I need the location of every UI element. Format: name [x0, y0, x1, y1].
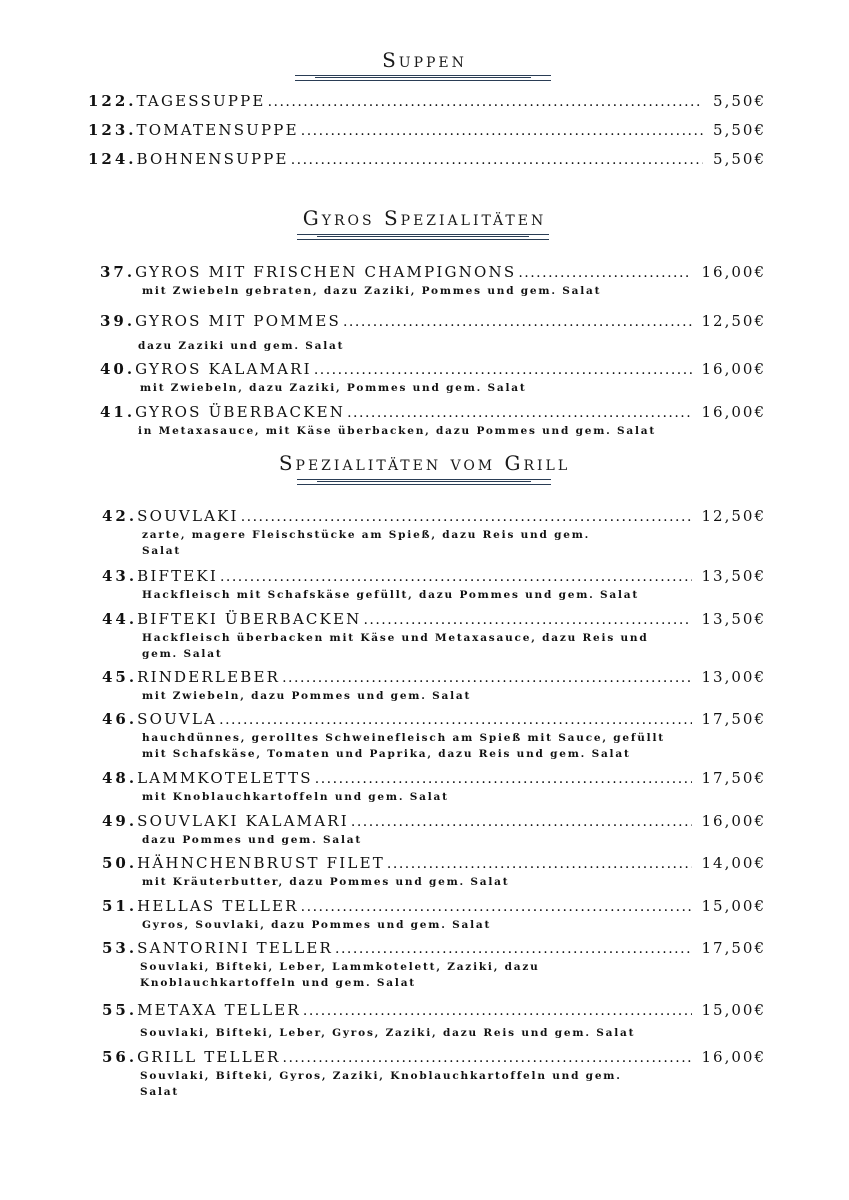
- item-price: 5,50€: [713, 121, 766, 139]
- section-title-suppen: Suppen: [382, 48, 467, 72]
- item-price: 12,50€: [701, 312, 766, 330]
- section-title-gyros: Gyros Spezialitäten: [302, 206, 547, 230]
- item-name: METAXA TELLER: [137, 1001, 301, 1019]
- menu-item: [100, 360, 766, 396]
- item-name: LAMMKOTELETTS: [137, 769, 313, 787]
- item-number: 42.: [102, 507, 138, 525]
- section-divider: [295, 75, 551, 81]
- item-price: 5,50€: [713, 92, 766, 110]
- item-name: BIFTEKI ÜBERBACKEN: [137, 610, 362, 628]
- item-number: 39.: [100, 312, 136, 330]
- item-description: zarte, magere Fleischstücke am Spieß, dazu Reis und gem.: [142, 529, 591, 541]
- item-price: 13,00€: [701, 668, 766, 686]
- item-name: SOUVLA: [137, 710, 218, 728]
- menu-item: [102, 812, 766, 848]
- dot-leader: [220, 569, 692, 585]
- item-number: 44.: [102, 610, 138, 628]
- item-number: 41.: [100, 403, 136, 421]
- item-price: 13,50€: [701, 610, 766, 628]
- item-description: Hackfleisch überbacken mit Käse und Metaxasauce, dazu Reis und: [142, 632, 649, 644]
- item-name: HÄHNCHENBRUST FILET: [137, 854, 385, 872]
- menu-item: [88, 92, 766, 112]
- menu-item: [102, 939, 766, 991]
- item-description: Souvlaki, Bifteki, Gyros, Zaziki, Knoblauchkartoffeln und gem.: [140, 1070, 622, 1082]
- item-number: 124.: [88, 150, 137, 168]
- item-description-cont: Knoblauchkartoffeln und gem. Salat: [140, 977, 416, 989]
- item-name: SANTORINI TELLER: [137, 939, 334, 957]
- menu-item: [102, 897, 766, 933]
- item-name: BIFTEKI: [137, 567, 218, 585]
- item-number: 48.: [102, 769, 138, 787]
- section-divider: [297, 234, 549, 240]
- item-price: 17,50€: [701, 769, 766, 787]
- item-number: 56.: [102, 1048, 138, 1066]
- item-name: TAGESSUPPE: [136, 92, 266, 110]
- item-name: HELLAS TELLER: [137, 897, 299, 915]
- item-name: GYROS MIT FRISCHEN CHAMPIGNONS: [135, 263, 517, 281]
- menu-item: [102, 1001, 766, 1041]
- menu-item: [102, 769, 766, 805]
- menu-item: [100, 312, 766, 354]
- item-description: mit Zwiebeln, dazu Zaziki, Pommes und gem. Salat: [140, 382, 527, 394]
- item-price: 16,00€: [701, 812, 766, 830]
- item-name: GYROS KALAMARI: [135, 360, 312, 378]
- dot-leader: [283, 1050, 692, 1066]
- item-number: 123.: [88, 121, 137, 139]
- item-number: 40.: [100, 360, 136, 378]
- menu-item: [102, 1048, 766, 1100]
- item-price: 13,50€: [701, 567, 766, 585]
- item-description: mit Knoblauchkartoffeln und gem. Salat: [142, 791, 449, 803]
- item-name: BOHNENSUPPE: [136, 150, 289, 168]
- item-price: 16,00€: [701, 263, 766, 281]
- item-price: 16,00€: [701, 360, 766, 378]
- item-price: 16,00€: [701, 1048, 766, 1066]
- item-description: mit Kräuterbutter, dazu Pommes und gem. Salat: [142, 876, 510, 888]
- item-price: 16,00€: [701, 403, 766, 421]
- item-description: Souvlaki, Bifteki, Leber, Gyros, Zaziki, dazu Reis und gem. Salat: [140, 1027, 636, 1039]
- dot-leader: [219, 712, 691, 728]
- item-description: mit Zwiebeln gebraten, dazu Zaziki, Pommes und gem. Salat: [142, 285, 602, 297]
- item-description: dazu Pommes und gem. Salat: [142, 834, 363, 846]
- menu-item: [102, 668, 766, 704]
- dot-leader: [363, 612, 691, 628]
- dot-leader: [347, 405, 691, 421]
- item-number: 46.: [102, 710, 138, 728]
- menu-item: [88, 121, 766, 141]
- item-description: mit Zwiebeln, dazu Pommes und gem. Salat: [142, 690, 472, 702]
- dot-leader: [314, 362, 692, 378]
- item-number: 49.: [102, 812, 138, 830]
- item-price: 17,50€: [701, 710, 766, 728]
- item-number: 51.: [102, 897, 138, 915]
- dot-leader: [301, 899, 692, 915]
- item-description-cont: Salat: [140, 1086, 180, 1098]
- item-price: 14,00€: [701, 854, 766, 872]
- dot-leader: [518, 265, 691, 281]
- item-description: Gyros, Souvlaki, dazu Pommes und gem. Salat: [142, 919, 492, 931]
- item-number: 43.: [102, 567, 138, 585]
- dot-leader: [268, 94, 703, 110]
- item-description: Hackfleisch mit Schafskäse gefüllt, dazu Pommes und gem. Salat: [142, 589, 640, 601]
- item-description-cont: mit Schafskäse, Tomaten und Paprika, dazu Reis und gem. Salat: [142, 748, 631, 760]
- menu-item: [102, 854, 766, 890]
- item-description: in Metaxasauce, mit Käse überbacken, dazu Pommes und gem. Salat: [138, 425, 657, 437]
- item-number: 37.: [100, 263, 136, 281]
- item-name: RINDERLEBER: [137, 668, 281, 686]
- dot-leader: [343, 314, 692, 330]
- dot-leader: [303, 1003, 692, 1019]
- menu-item: [100, 403, 766, 439]
- item-price: 12,50€: [701, 507, 766, 525]
- item-description: dazu Zaziki und gem. Salat: [138, 340, 345, 352]
- dot-leader: [387, 856, 692, 872]
- section-title-grill: Spezialitäten vom Grill: [278, 451, 571, 475]
- item-name: GYROS ÜBERBACKEN: [135, 403, 346, 421]
- dot-leader: [282, 670, 691, 686]
- menu-item: [102, 710, 766, 762]
- item-description-cont: Salat: [142, 545, 182, 557]
- item-name: SOUVLAKI KALAMARI: [137, 812, 349, 830]
- menu-item: [100, 263, 766, 299]
- item-description-cont: gem. Salat: [142, 648, 223, 660]
- item-price: 15,00€: [701, 897, 766, 915]
- section-divider: [297, 479, 551, 485]
- item-name: SOUVLAKI: [137, 507, 239, 525]
- item-price: 15,00€: [701, 1001, 766, 1019]
- item-number: 53.: [102, 939, 138, 957]
- menu-item: [88, 150, 766, 170]
- item-name: GYROS MIT POMMES: [135, 312, 341, 330]
- menu-item: [102, 567, 766, 603]
- dot-leader: [291, 152, 703, 168]
- menu-item: [102, 507, 766, 559]
- dot-leader: [351, 814, 692, 830]
- item-number: 122.: [88, 92, 137, 110]
- dot-leader: [315, 771, 692, 787]
- item-name: TOMATENSUPPE: [136, 121, 299, 139]
- item-name: GRILL TELLER: [137, 1048, 281, 1066]
- dot-leader: [241, 509, 692, 525]
- menu-item: [102, 610, 766, 662]
- dot-leader: [335, 941, 691, 957]
- item-number: 50.: [102, 854, 138, 872]
- item-price: 5,50€: [713, 150, 766, 168]
- item-price: 17,50€: [701, 939, 766, 957]
- item-number: 55.: [102, 1001, 138, 1019]
- item-description: hauchdünnes, gerolltes Schweinefleisch am Spieß mit Sauce, gefüllt: [142, 732, 665, 744]
- item-number: 45.: [102, 668, 138, 686]
- dot-leader: [301, 123, 703, 139]
- item-description: Souvlaki, Bifteki, Leber, Lammkotelett, Zaziki, dazu: [140, 961, 540, 973]
